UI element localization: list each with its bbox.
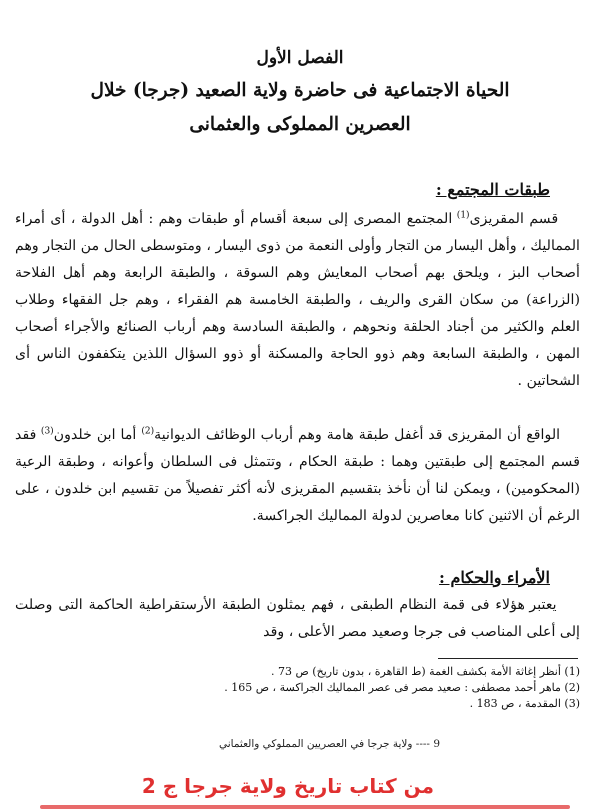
- paragraph-princes: [15, 592, 580, 646]
- paragraph-maqrizi-classes: [15, 206, 580, 395]
- footnote-ref-3: (3): [40, 426, 54, 437]
- paragraph-text: فقد قسم المجتمع إلى طبقتين وهما : طبقة الحكام ، وتتمثل فى السلطان وأعوانه ، وطبقة الرعية (المحكومين) ، ويمكن لنا أن نأخذ بتقسيم المقريزى لأنه أكثر تفصيلاً من تقسيم ابن خلدون ، على الرغم أن الاثنين كانا معاصرين لدولة المماليك الجراكسة.: [15, 427, 580, 524]
- footnote-item: (3) المقدمة ، ص 183 .: [469, 697, 580, 710]
- footnote-separator: [438, 658, 578, 659]
- cut-off-banner-line: [40, 800, 570, 810]
- chapter-title-line-2: العصرين المملوكى والعثمانى: [189, 114, 411, 135]
- footnote-item: (2) ماهر أحمد مصطفى : صعيد مصر فى عصر المماليك الجراكسة ، ص 165 .: [224, 681, 580, 694]
- source-banner: من كتاب تاريخ ولاية جرجا ج 2: [141, 774, 434, 798]
- paragraph-text: يعتبر هؤلاء فى قمة النظام الطبقى ، فهم يمثلون الطبقة الأرستقراطية الحاكمة التى وصلت إلى أعلى المناصب فى جرجا وصعيد مصر الأعلى ، وقد: [15, 597, 580, 640]
- paragraph-text: الواقع أن المقريزى قد أغفل طبقة هامة وهم أرباب الوظائف الديوانية: [154, 427, 561, 443]
- page-footer: 9 ---- ولاية جرجا في العصريين المملوكي والعثماني: [218, 738, 440, 750]
- footnote-ref-2: (2): [141, 426, 155, 437]
- paragraph-text: قسم المقريزى: [469, 211, 559, 227]
- section-heading-princes-rulers: الأمراء والحكام :: [439, 568, 550, 587]
- paragraph-text: أما ابن خلدون: [53, 427, 142, 443]
- footnote-ref-1: (1): [456, 210, 470, 221]
- chapter-title-line-1: الحياة الاجتماعية فى حاضرة ولاية الصعيد (جرجا) خلال: [90, 80, 510, 101]
- footnotes-list: [10, 664, 580, 712]
- title-block: [0, 48, 600, 142]
- section-heading-society-classes: طبقات المجتمع :: [435, 180, 550, 199]
- chapter-heading: الفصل الأول: [256, 48, 344, 68]
- paragraph-ibn-khaldun: [15, 422, 580, 530]
- paragraph-text: المجتمع المصرى إلى سبعة أقسام أو طبقات وهم : أهل الدولة ، أى أمراء المماليك ، وأهل اليسار من التجار وأولى النعمة من ذوى اليسار ، ومتوسطى الحال من التجار وهم أصحاب البز ، ويلحق بهم أصحاب المعايش وهم السوقة ، والطبقة الرابعة وهم أهل الفلاحة (الزراعة) من سكان القرى والريف ، والطبقة الخامسة هم الفقراء ، وهم جل الفقهاء وطلاب العلم والكثير من أجناد الحلقة ونحوهم ، والطبقة السادسة وهم أرباب الصنائع والأجراء أصحاب المهن ، والطبقة السابعة وهم ذوو الحاجة والمسكنة أو ذوو السؤال اللذين يتكففون الناس أى الشحاتين .: [15, 211, 580, 389]
- footnote-item: (1) أنظر إغاثة الأمة بكشف الغمة (ط القاهرة ، بدون تاريخ) ص 73 .: [271, 665, 580, 678]
